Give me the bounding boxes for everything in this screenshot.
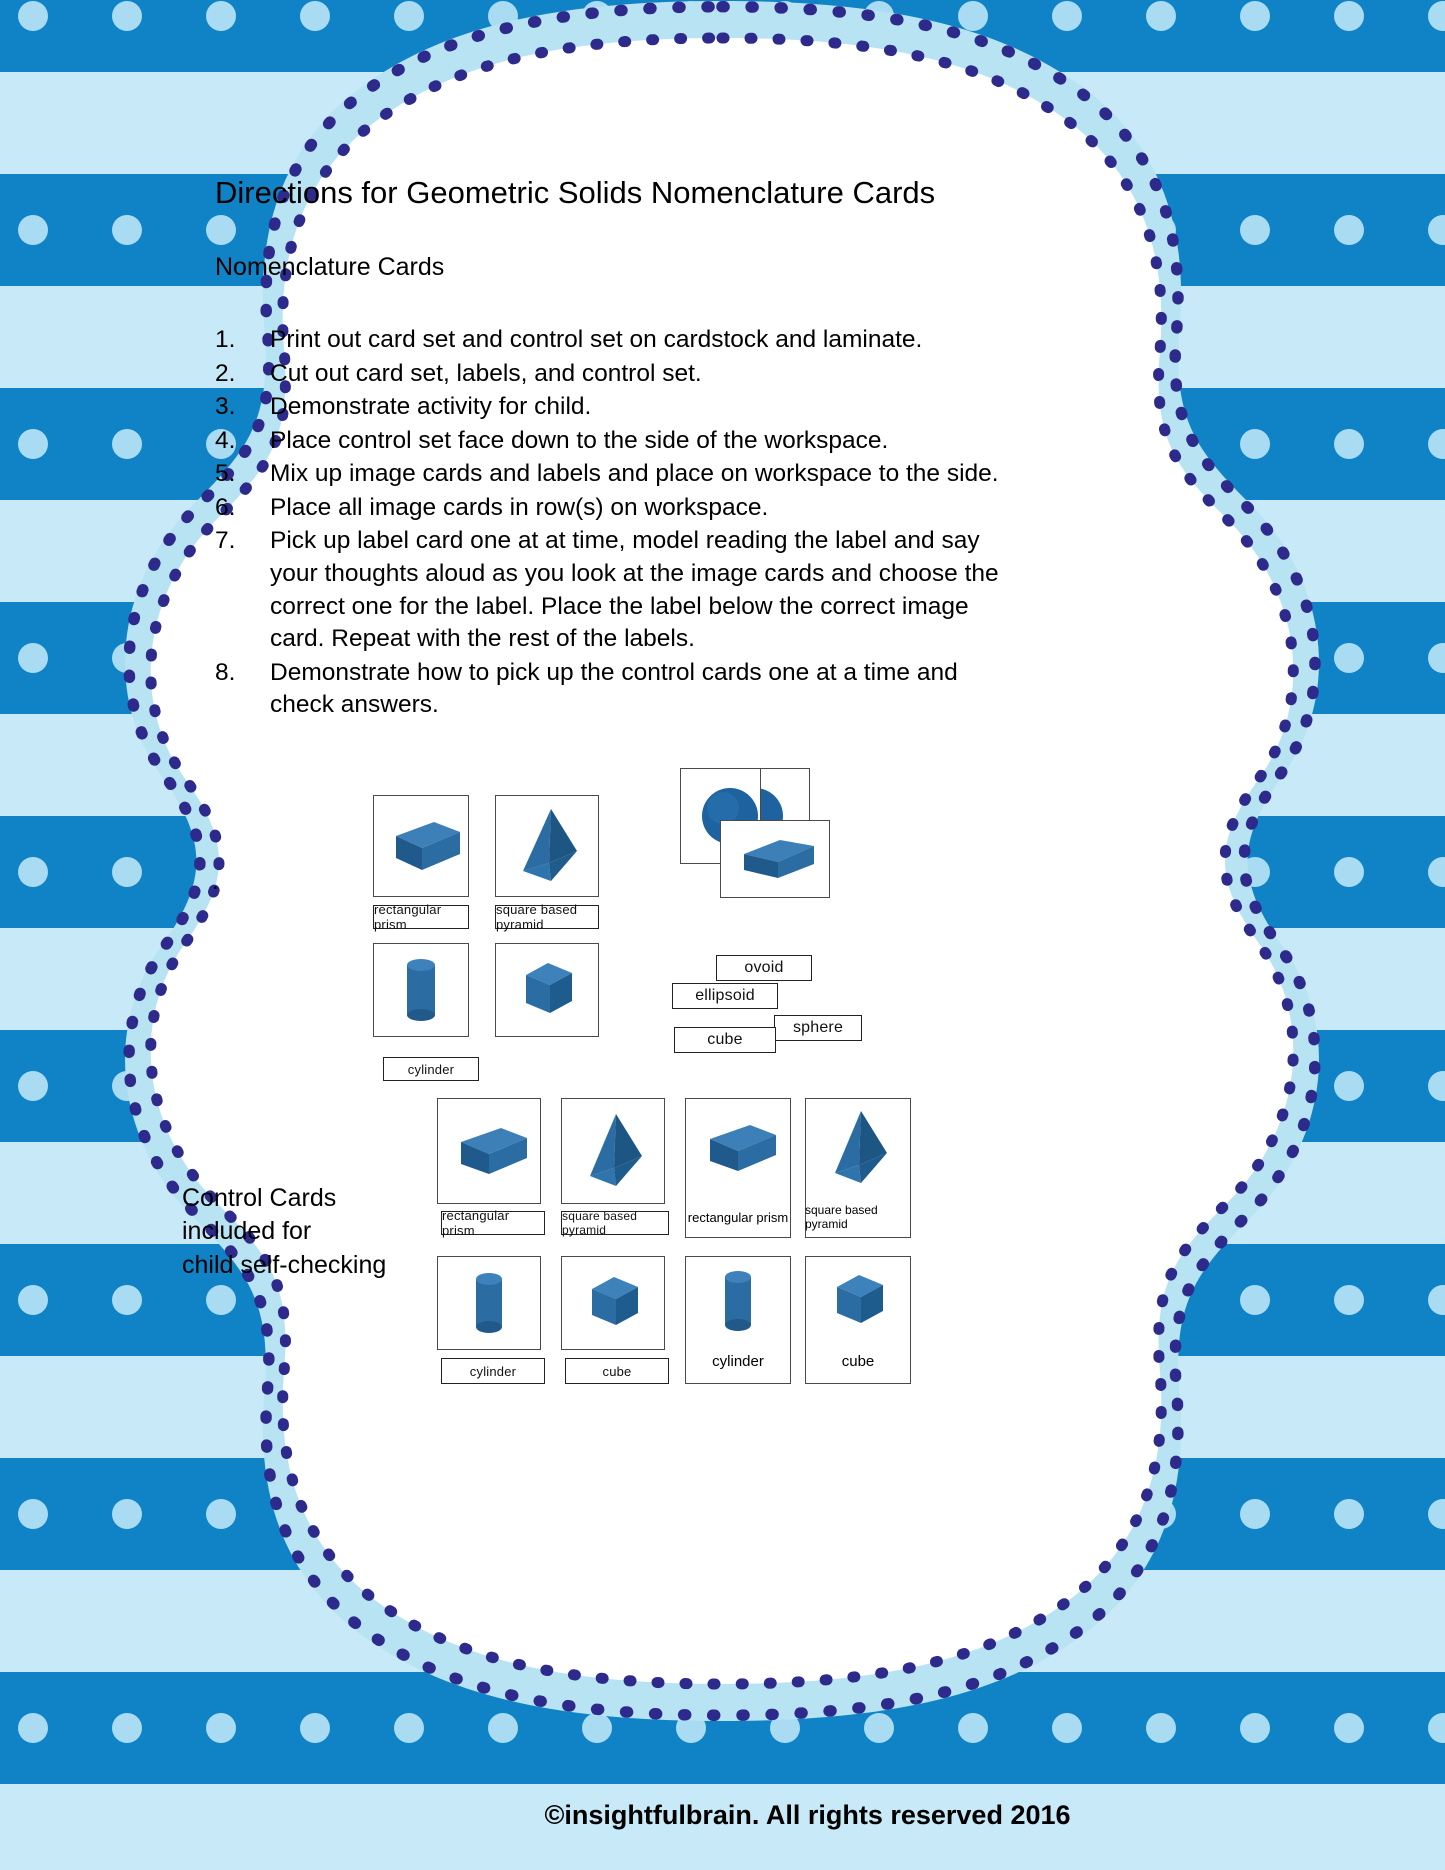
rectangular-prism-icon [698, 1121, 778, 1175]
list-item: Demonstrate how to pick up the control cards one at a time and check answers. [270, 658, 958, 719]
rectangular-prism-icon [382, 818, 460, 874]
label-text: ellipsoid [695, 987, 755, 1004]
rectangular-prism-icon [734, 834, 816, 884]
loose-label-ovoid[interactable] [716, 955, 812, 981]
label-text: cylinder [712, 1352, 764, 1370]
control-card-label[interactable] [441, 1208, 545, 1238]
list-item: Place all image cards in row(s) on workspace. [270, 493, 769, 521]
cylinder-icon [397, 953, 445, 1027]
cube-icon [582, 1273, 644, 1333]
label-text: cylinder [469, 1363, 517, 1379]
control-card-label[interactable] [565, 1358, 669, 1384]
control-card-cylinder-1[interactable] [437, 1256, 541, 1350]
directions-list [180, 324, 1020, 722]
image-card-label[interactable] [495, 902, 599, 932]
loose-label-sphere[interactable] [774, 1015, 862, 1041]
rectangular-prism-icon [449, 1124, 529, 1178]
loose-label-ellipsoid[interactable] [672, 983, 778, 1009]
cube-icon [827, 1271, 889, 1331]
square-based-pyramid-icon [513, 807, 581, 885]
image-card-label[interactable] [383, 1057, 479, 1081]
list-item: Cut out card set, labels, and control set. [270, 359, 702, 387]
square-based-pyramid-icon [825, 1109, 891, 1187]
label-text: square based pyramid [496, 902, 578, 932]
label-text: cube [707, 1031, 743, 1048]
control-card-inline-label [685, 1348, 791, 1374]
control-cards-note [182, 1182, 386, 1282]
label-text: square based pyramid [805, 1203, 878, 1231]
control-note-line-3: child self-checking [182, 1250, 387, 1279]
control-note-line-1: Control Cards [182, 1184, 337, 1212]
control-card-inline-label [805, 1348, 911, 1374]
cube-icon [516, 959, 578, 1021]
control-card-label[interactable] [561, 1211, 669, 1235]
label-text: sphere [792, 1019, 844, 1036]
image-card-cylinder[interactable] [373, 943, 469, 1037]
label-text: rectangular prism [442, 1208, 510, 1238]
control-card-square-based-pyramid-1[interactable] [561, 1098, 665, 1204]
directions-body [180, 175, 1020, 723]
list-item: Place control set face down to the side of the workspace. [270, 426, 889, 454]
loose-label-cube[interactable] [674, 1027, 776, 1053]
stray-period-mark: . [212, 868, 219, 895]
stacked-card-rectangular-prism[interactable] [720, 820, 830, 898]
control-card-cube-1[interactable] [561, 1256, 665, 1350]
image-card-cube[interactable] [495, 943, 599, 1037]
control-card-inline-label [805, 1204, 911, 1230]
image-card-label[interactable] [373, 902, 469, 932]
image-card-square-based-pyramid[interactable] [495, 795, 599, 897]
list-item: Mix up image cards and labels and place on workspace to the side. [270, 460, 999, 488]
control-note-line-2: included for [182, 1217, 312, 1246]
list-item: Pick up label card one at at time, model reading the label and say your thoughts aloud as you look at the image cards and choose the correct one for the label. Place the label below the correct image card. Repeat with the rest of the labels. [270, 527, 999, 653]
label-text: ovoid [744, 959, 784, 976]
list-item: Print out card set and control set on cardstock and laminate. [270, 326, 923, 353]
control-card-inline-label [685, 1204, 791, 1230]
label-text: rectangular prism [687, 1209, 789, 1225]
cylinder-icon [714, 1265, 762, 1337]
image-card-rectangular-prism[interactable] [373, 795, 469, 897]
label-text: cube [602, 1363, 632, 1379]
label-text: square based pyramid [562, 1209, 638, 1237]
copyright-footer: ©insightfulbrain. All rights reserved 2016 [544, 1800, 1071, 1830]
page-title: Directions for Geometric Solids Nomenclature Cards [215, 175, 936, 210]
label-text: rectangular prism [374, 902, 442, 932]
square-based-pyramid-icon [580, 1112, 646, 1190]
label-text: cube [841, 1352, 875, 1370]
section-subheading: Nomenclature Cards [215, 253, 445, 281]
control-card-label[interactable] [441, 1358, 545, 1384]
list-item: Demonstrate activity for child. [270, 393, 592, 421]
control-card-rectangular-prism-1[interactable] [437, 1098, 541, 1204]
label-text: cylinder [407, 1061, 455, 1077]
cylinder-icon [465, 1267, 513, 1339]
